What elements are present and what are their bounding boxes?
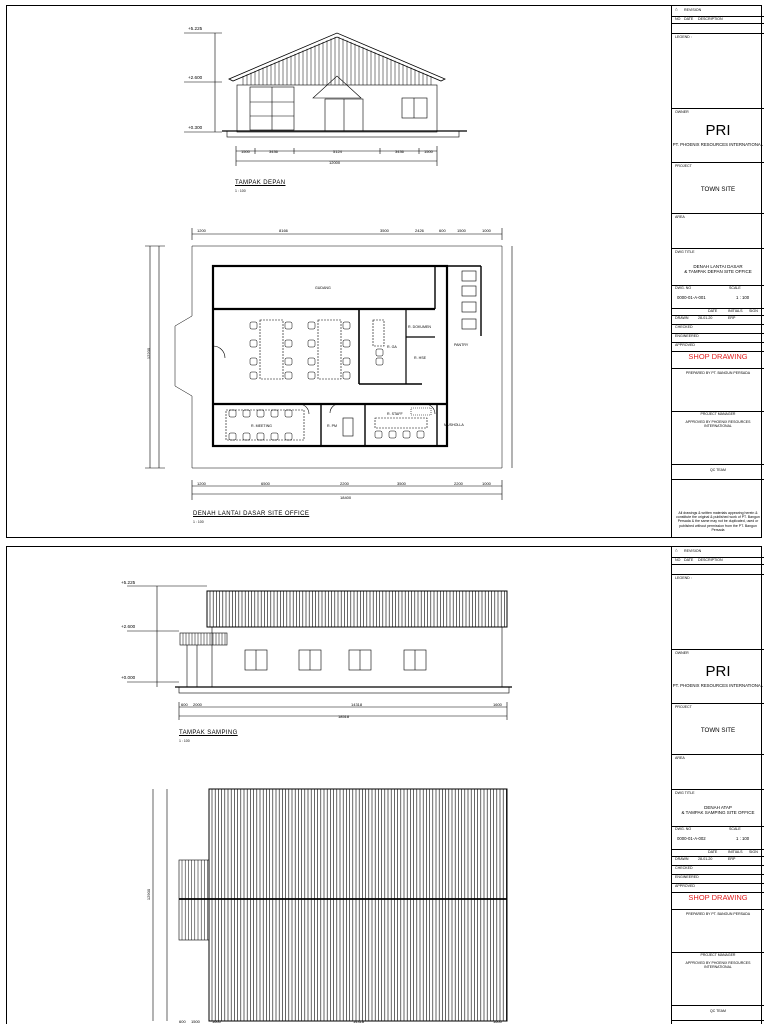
front-elevation — [184, 33, 467, 166]
col-description: DESCRIPTION — [698, 558, 723, 562]
approved-by: APPROVED BY PHOENIX RESOURCES INTERNATIONAL — [685, 961, 751, 969]
col-no: NO — [675, 17, 681, 21]
chair — [376, 349, 383, 356]
elevation-label: +2.600 — [121, 624, 136, 629]
drawn-label: DRAWN — [675, 857, 689, 861]
area-label: AREA — [675, 756, 685, 760]
dimension-label: 1200 — [197, 481, 206, 486]
col-date: DATE — [684, 17, 694, 21]
roof-plan — [153, 789, 507, 1021]
room-label: R. MEETING — [251, 424, 272, 428]
chair — [271, 410, 278, 417]
owner-logo: PRI — [705, 122, 731, 139]
chair — [250, 372, 257, 379]
date-label: DATE — [708, 309, 718, 313]
dimension-total: 18400 — [340, 495, 352, 500]
sheet1-drawing — [7, 6, 668, 539]
dwg-no-label: DWG. NO — [675, 827, 692, 831]
approved-label: APPROVED — [675, 343, 695, 347]
owner-logo: PRI — [705, 663, 731, 680]
scale-value: 1 : 100 — [736, 295, 750, 300]
legend-label: LEGEND : — [675, 576, 692, 580]
status-shop-drawing: SHOP DRAWING — [688, 352, 748, 361]
engineered-label: ENGINEERED — [675, 875, 699, 879]
owner-company: PT. PHOENIX RESOURCES INTERNATIONAL — [672, 683, 764, 688]
scale-label: SCALE — [729, 827, 741, 831]
room-label: PANTRY — [454, 343, 469, 347]
chair — [257, 410, 264, 417]
dimension-label: 600 — [179, 1019, 186, 1024]
dimension-label: 1600 — [493, 1019, 502, 1024]
elevation-label: +2.600 — [188, 75, 203, 80]
drawing-sheet-2 — [6, 546, 762, 1024]
dimension-label: 3436 — [395, 149, 404, 154]
room-label: MUSHOLLA — [444, 423, 464, 427]
scale-label: SCALE — [729, 286, 741, 290]
dimension-label: 1600 — [212, 1019, 221, 1024]
dimension-total: 12900 — [146, 888, 152, 901]
status-shop-drawing: SHOP DRAWING — [688, 893, 748, 902]
floor-plan — [145, 228, 512, 500]
view-title: TAMPAK DEPAN — [235, 180, 286, 186]
view-scale: 1 : 100 — [235, 189, 246, 193]
drawing-title-line-2: & TAMPAK SAMPING SITE OFFICE — [681, 810, 755, 815]
dwg-no-value: 0000-01-A-001 — [677, 295, 706, 300]
dimension-label: 600 — [439, 228, 446, 233]
scale-value: 1 : 100 — [736, 836, 750, 841]
prepared-by: PREPARED BY PT. BANGUN PERSADA — [685, 371, 751, 375]
dimension-label: 14318 — [353, 1019, 365, 1024]
title-block — [671, 547, 764, 1024]
chair — [308, 322, 315, 329]
view-scale: 1 : 100 — [179, 739, 190, 743]
view-title: TAMPAK SAMPING — [179, 730, 238, 736]
chair — [243, 433, 250, 440]
dimension-label: 3436 — [269, 149, 278, 154]
drawing-title-line-2: & TAMPAK DEPAN SITE OFFICE — [684, 269, 752, 274]
chair — [389, 431, 396, 438]
area-label: AREA — [675, 215, 685, 219]
drawing-sheet-1 — [6, 5, 762, 538]
elevation-label: +5.225 — [188, 26, 203, 31]
chair — [285, 358, 292, 365]
chair — [250, 358, 257, 365]
dimension-label: 1500 — [191, 1019, 200, 1024]
chair — [417, 431, 424, 438]
chair — [343, 322, 350, 329]
col-no: NO — [675, 558, 681, 562]
chair — [308, 372, 315, 379]
chair — [285, 322, 292, 329]
chair — [229, 410, 236, 417]
elevation-label: +5.225 — [121, 580, 136, 585]
drawn-date: 28-01-20 — [698, 316, 713, 320]
dwg-title-label: DWG TITLE — [675, 791, 695, 795]
revision-header: REVISION — [684, 549, 702, 553]
chair — [285, 372, 292, 379]
drawn-label: DRAWN — [675, 316, 689, 320]
owner-label: OWNER — [675, 651, 689, 655]
chair — [243, 410, 250, 417]
dimension-label: 600 — [181, 702, 188, 707]
dwg-no-value: 0000-01-A-002 — [677, 836, 706, 841]
initials-label: INITIALS — [728, 309, 743, 313]
dimension-total: 12000 — [329, 160, 341, 165]
room-label: GUDANG — [315, 286, 331, 290]
chair — [375, 431, 382, 438]
date-label: DATE — [708, 850, 718, 854]
dimension-label: 1000 — [482, 228, 491, 233]
dimension-total: 12200 — [146, 347, 152, 360]
dimension-label: 1200 — [197, 228, 206, 233]
room-label: R. STAFF — [387, 412, 403, 416]
revision-header: REVISION — [684, 8, 702, 12]
chair — [250, 340, 257, 347]
chair — [308, 358, 315, 365]
title-block — [671, 6, 764, 537]
revision-triangle-icon: △ — [675, 7, 678, 11]
chair — [285, 410, 292, 417]
chair — [257, 433, 264, 440]
view-scale: 1 : 100 — [193, 520, 204, 524]
elevation-label: +0.000 — [121, 675, 136, 680]
dwg-title-label: DWG TITLE — [675, 250, 695, 254]
dimension-label: 2200 — [340, 481, 349, 486]
prepared-by: PREPARED BY PT. BANGUN PERSADA — [685, 912, 751, 916]
chair — [250, 322, 257, 329]
drawing-title-line-1: DENAH ATAP — [704, 805, 732, 810]
owner-label: OWNER — [675, 110, 689, 114]
drawn-initials: ERP — [728, 316, 736, 320]
dimension-label: 1000 — [482, 481, 491, 486]
copyright-note: All drawings & written materials appearing herein & constitute the original & published work of PT. Bangun Persada & the same may not be duplicated, used or published without permission from the PT. Bangun Persada — [676, 511, 760, 532]
dimension-label: 3500 — [380, 228, 389, 233]
dimension-label: 1600 — [493, 702, 502, 707]
dimension-label: 6500 — [261, 481, 270, 486]
dimension-label: 1500 — [457, 228, 466, 233]
view-title: DENAH LANTAI DASAR SITE OFFICE — [193, 511, 310, 517]
engineered-label: ENGINEERED — [675, 334, 699, 338]
project-manager-label: PROJECT MANAGER — [700, 953, 736, 957]
room-label: R. PM — [327, 424, 337, 428]
qc-label: QC TEAM — [710, 468, 726, 472]
legend-label: LEGEND : — [675, 35, 692, 39]
sign-label: SIGN — [749, 309, 758, 313]
dimension-label: 1500 — [241, 149, 250, 154]
col-description: DESCRIPTION — [698, 17, 723, 21]
chair — [229, 433, 236, 440]
checked-label: CHECKED — [675, 325, 693, 329]
chair — [343, 340, 350, 347]
qc-label: QC TEAM — [710, 1009, 726, 1013]
chair — [376, 358, 383, 365]
elevation-label: +0.300 — [188, 125, 203, 130]
project-name: TOWN SITE — [700, 186, 736, 193]
project-label: PROJECT — [675, 164, 692, 168]
room-label: R. HSE — [414, 356, 426, 360]
dimension-label: 1500 — [424, 149, 433, 154]
side-elevation — [127, 586, 512, 720]
drawn-date: 28-01-20 — [698, 857, 713, 861]
dimension-label: 8166 — [279, 228, 288, 233]
initials-label: INITIALS — [728, 850, 743, 854]
chair — [271, 433, 278, 440]
room-label: R. GA — [387, 345, 397, 349]
dimension-label: 2426 — [415, 228, 424, 233]
chair — [403, 431, 410, 438]
chair — [285, 340, 292, 347]
dimension-label: 14318 — [351, 702, 363, 707]
drawn-initials: ERP — [728, 857, 736, 861]
project-name: TOWN SITE — [700, 727, 736, 734]
dimension-label: 2200 — [454, 481, 463, 486]
drawing-area — [7, 6, 668, 537]
chair — [285, 433, 292, 440]
checked-label: CHECKED — [675, 866, 693, 870]
approved-label: APPROVED — [675, 884, 695, 888]
project-manager-label: PROJECT MANAGER — [700, 412, 736, 416]
sign-label: SIGN — [749, 850, 758, 854]
approved-by: APPROVED BY PHOENIX RESOURCES INTERNATIONAL — [685, 420, 751, 428]
chair — [308, 340, 315, 347]
drawing-area — [7, 547, 668, 1024]
drawing-title-line-1: DENAH LANTAI DASAR — [693, 264, 743, 269]
sheet2-drawing — [7, 547, 668, 1025]
chair — [343, 372, 350, 379]
dimension-label: 3500 — [397, 481, 406, 486]
dimension-label: 5124 — [333, 149, 342, 154]
col-date: DATE — [684, 558, 694, 562]
dimension-total: 18518 — [338, 714, 350, 719]
room-label: R. DOKUMEN — [408, 325, 431, 329]
project-label: PROJECT — [675, 705, 692, 709]
dwg-no-label: DWG. NO — [675, 286, 692, 290]
chair — [343, 358, 350, 365]
revision-triangle-icon: △ — [675, 548, 678, 552]
owner-company: PT. PHOENIX RESOURCES INTERNATIONAL — [672, 142, 764, 147]
dimension-label: 2000 — [193, 702, 202, 707]
